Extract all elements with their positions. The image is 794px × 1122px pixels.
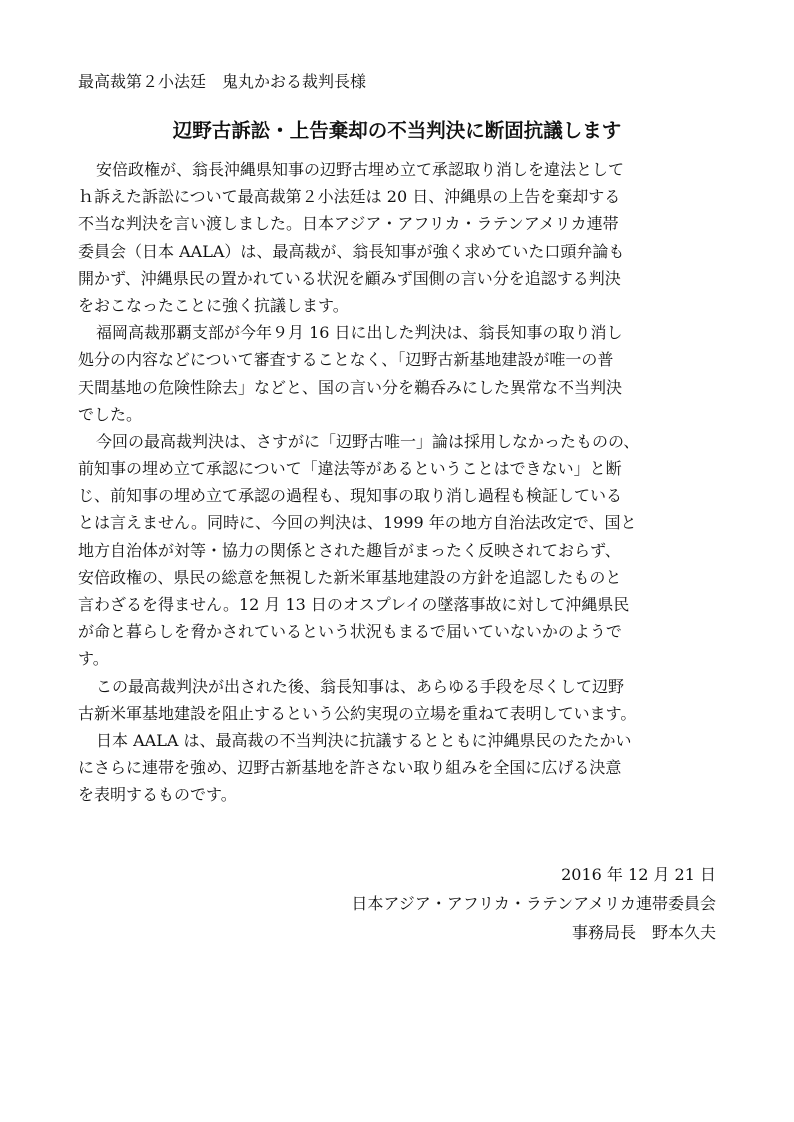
paragraph-line: 今回の最高裁判決は、さすがに「辺野古唯一」論は採用しなかったものの、 xyxy=(96,431,640,451)
paragraph-line: をおこなったことに強く抗議します。 xyxy=(78,295,349,315)
paragraph-line: 開かず、沖縄県民の置かれている状況を顧みず国側の言い分を追認する判決 xyxy=(78,268,621,288)
paragraph-line: 日本 AALA は、最高裁の不当判決に抗議するとともに沖縄県民のたたかい xyxy=(96,730,632,750)
closing-signatory: 事務局長 野本久夫 xyxy=(571,923,716,942)
closing-organization: 日本アジア・アフリカ・ラテンアメリカ連帯委員会 xyxy=(351,894,716,913)
paragraph-line: じ、前知事の埋め立て承認の過程も、現知事の取り消し過程も検証している xyxy=(78,486,623,506)
paragraph-line: 安倍政権の、県民の総意を無視した新米軍基地建設の方針を追認したものと xyxy=(78,567,622,587)
paragraph-line: 前知事の埋め立て承認について「違法等があるということはできない」と断 xyxy=(78,459,622,479)
addressee: 最高裁第２小法廷 鬼丸かおる裁判長様 xyxy=(78,72,367,91)
paragraph-line: 処分の内容などについて審査することなく、「辺野古新基地建設が唯一の普 xyxy=(78,350,614,370)
paragraph-line: が命と暮らしを脅かされているという状況もまるで届いていないかのようで xyxy=(78,622,622,642)
paragraph-line: を表明するものです。 xyxy=(78,785,237,805)
document-title: 辺野古訴訟・上告棄却の不当判決に断固抗議します xyxy=(172,119,622,142)
closing-date: 2016 年 12 月 21 日 xyxy=(561,865,716,884)
paragraph-line: この最高裁判決が出された後、翁長知事は、あらゆる手段を尽くして辺野 xyxy=(96,676,625,696)
paragraph-line: 地方自治体が対等・協力の関係とされた趣旨がまったく反映されておらず、 xyxy=(78,540,621,560)
paragraph-line: す。 xyxy=(78,649,109,669)
paragraph-line: にさらに連帯を強め、辺野古新基地を許さない取り組みを全国に広げる決意 xyxy=(78,758,622,778)
paragraph-line: とは言えません。同時に、今回の判決は、1999 年の地方自治法改定で、国と xyxy=(78,513,637,533)
paragraph-line: 安倍政権が、翁長沖縄県知事の辺野古埋め立て承認取り消しを違法として xyxy=(96,160,625,179)
paragraph-line: 言わざるを得ません。12 月 13 日のオスプレイの墜落事故に対して沖縄県民 xyxy=(78,595,630,614)
paragraph-line: ｈ訴えた訴訟について最高裁第２小法廷は 20 日、沖縄県の上告を棄却する xyxy=(78,187,621,207)
paragraph-line: 福岡高裁那覇支部が今年９月 16 日に出した判決は、翁長知事の取り消し xyxy=(96,323,623,343)
paragraph-line: 古新米軍基地建設を阻止するという公約実現の立場を重ねて表明しています。 xyxy=(78,703,637,723)
paragraph-line: でした。 xyxy=(78,404,143,424)
paragraph-line: 不当な判決を言い渡しました。日本アジア・アフリカ・ラテンアメリカ連帯 xyxy=(78,214,619,234)
document-body xyxy=(78,156,718,809)
paragraph-line: 委員会（日本 AALA）は、最高裁が、翁長知事が強く求めていた口頭弁論も xyxy=(78,241,625,261)
paragraph-line: 天間基地の危険性除去」などと、国の言い分を鵜呑みにした異常な不当判決 xyxy=(78,377,623,397)
closing-block xyxy=(351,860,716,947)
